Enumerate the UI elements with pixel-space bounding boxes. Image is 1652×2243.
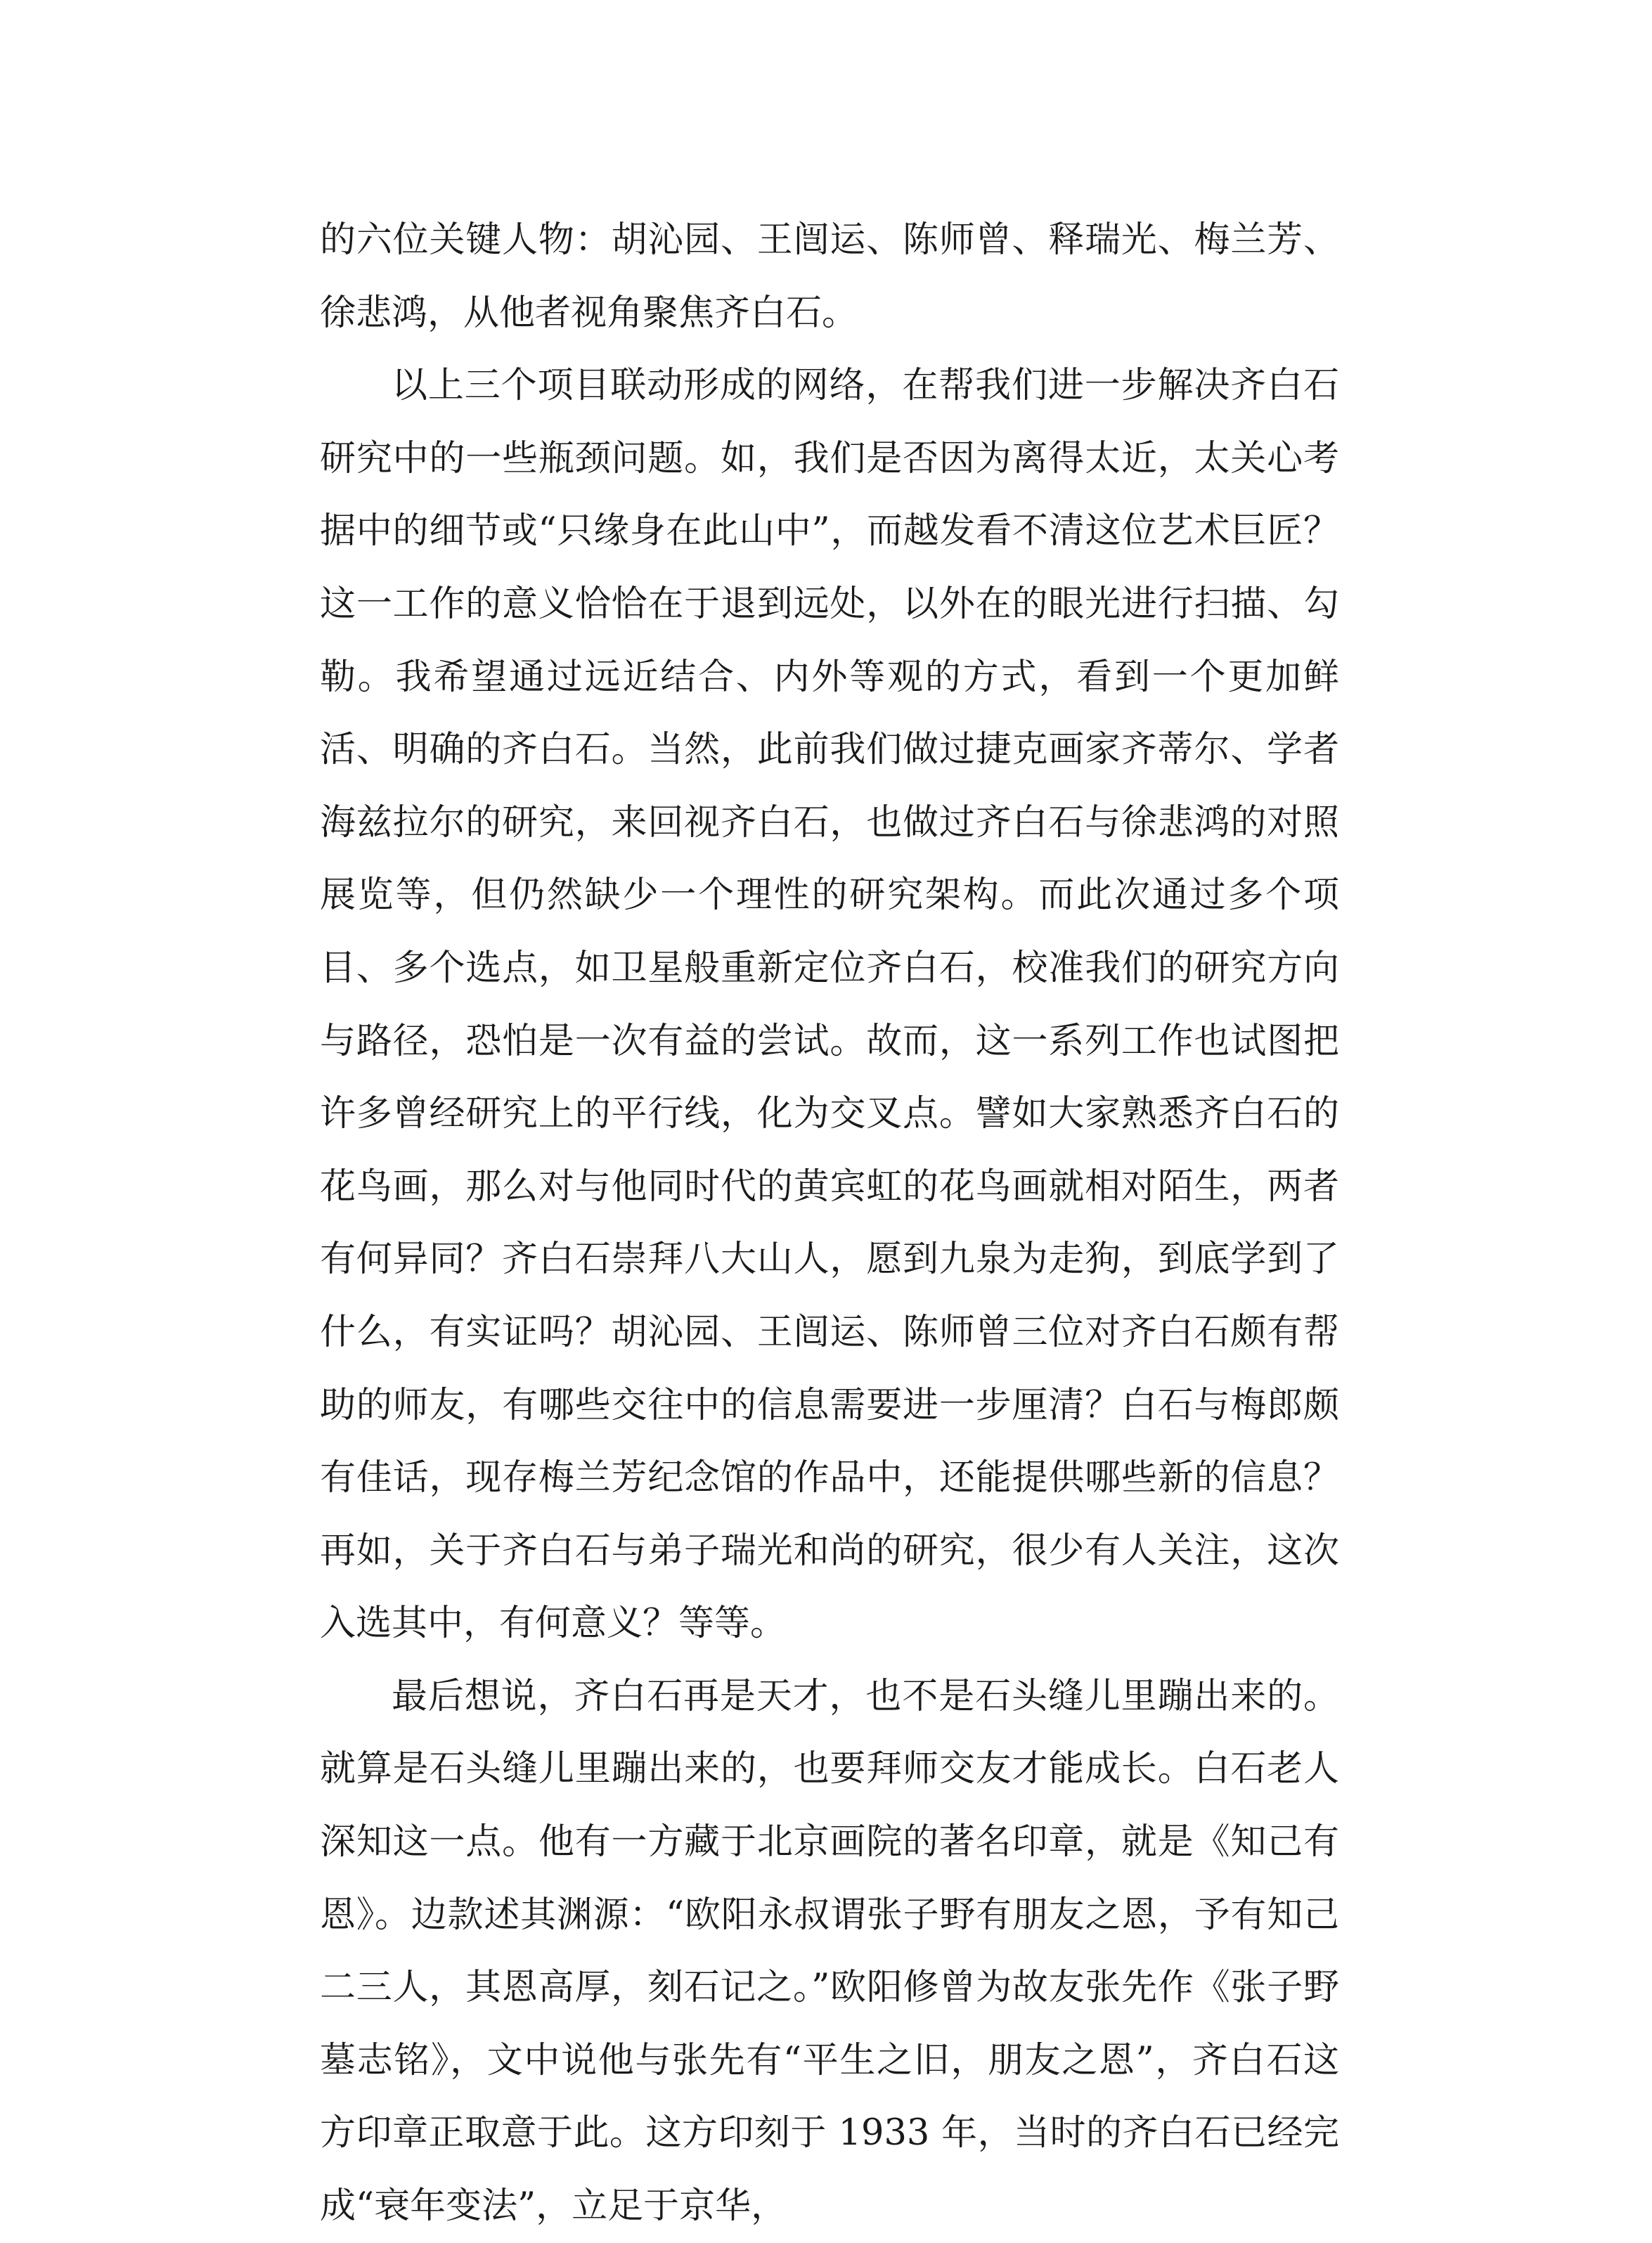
- document-page: [320, 204, 1339, 2243]
- paragraph-1: 的六位关键人物：胡沁园、王闿运、陈师曾、释瑞光、梅兰芳、徐悲鸿，从他者视角聚焦齐白石。: [320, 219, 1339, 334]
- paragraph-3: 最后想说，齐白石再是天才，也不是石头缝儿里蹦出来的。就算是石头缝儿里蹦出来的，也要拜师交友才能成长。白石老人深知这一点。他有一方藏于北京画院的著名印章，就是《知己有恩》。边款述其渊源：“欧阳永叔谓张子野有朋友之恩，予有知己二三人，其恩高厚，刻石记之。”欧阳修曾为故友张先作《张子野墓志铭》，文中说他与张先有“平生之旧，朋友之恩”，齐白石这方印章正取意于此。这方印刻于 1933 年，当时的齐白石已经完成“衰年变法”，立足于京华，: [320, 1675, 1339, 2228]
- paragraph-2: 以上三个项目联动形成的网络，在帮我们进一步解决齐白石研究中的一些瓶颈问题。如，我们是否因为离得太近，太关心考据中的细节或“只缘身在此山中”，而越发看不清这位艺术巨匠？这一工作的意义恰恰在于退到远处，以外在的眼光进行扫描、勾勒。我希望通过远近结合、内外等观的方式，看到一个更加鲜活、明确的齐白石。当然，此前我们做过捷克画家齐蒂尔、学者海兹拉尔的研究，来回视齐白石，也做过齐白石与徐悲鸿的对照展览等，但仍然缺少一个理性的研究架构。而此次通过多个项目、多个选点，如卫星般重新定位齐白石，校准我们的研究方向与路径，恐怕是一次有益的尝试。故而，这一系列工作也试图把许多曾经研究上的平行线，化为交叉点。譬如大家熟悉齐白石的花鸟画，那么对与他同时代的黄宾虹的花鸟画就相对陌生，两者有何异同？齐白石崇拜八大山人，愿到九泉为走狗，到底学到了什么，有实证吗？胡沁园、王闿运、陈师曾三位对齐白石颇有帮助的师友，有哪些交往中的信息需要进一步厘清？白石与梅郎颇有佳话，现存梅兰芳纪念馆的作品中，还能提供哪些新的信息？再如，关于齐白石与弟子瑞光和尚的研究，很少有人关注，这次入选其中，有何意义？等等。: [320, 365, 1339, 1645]
